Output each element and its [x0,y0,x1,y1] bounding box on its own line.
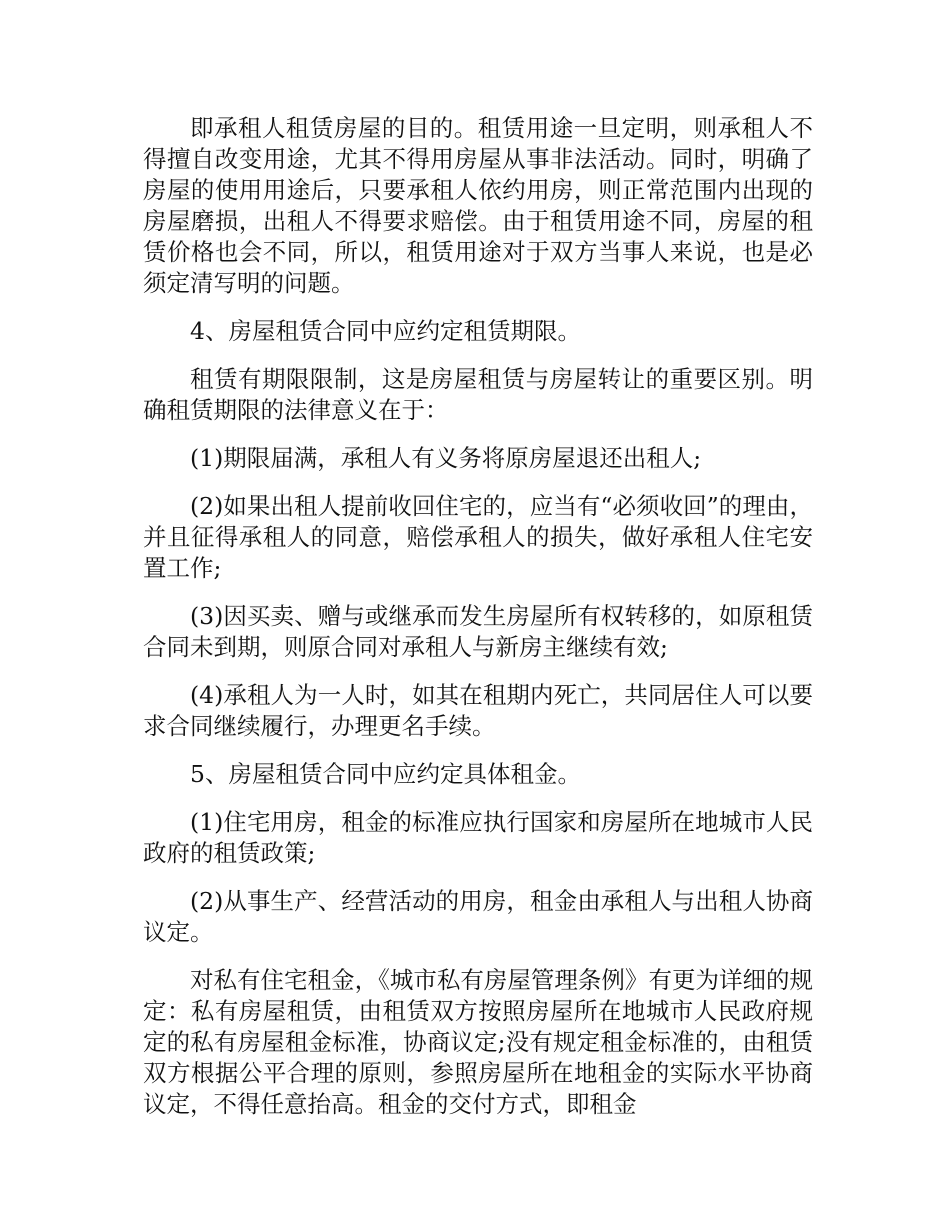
list-item-term-1: (1)期限届满，承租人有义务将原房屋退还出租人; [190,444,702,472]
heading-rental-term: 4、房屋租赁合同中应约定租赁期限。 [190,317,581,345]
heading-rent: 5、房屋租赁合同中应约定具体租金。 [190,760,581,788]
list-item-term-4: (4)承租人为一人时，如其在租期内死亡，共同居住人可以要求合同继续履行，办理更名手续。 [143,681,813,740]
list-item-rent-2: (2)从事生产、经营活动的用房，租金由承租人与出租人协商议定。 [143,887,813,946]
list-item-rent-1: (1)住宅用房，租金的标准应执行国家和房屋所在地城市人民政府的租赁政策; [143,808,813,867]
paragraph-rental-purpose: 即承租人租赁房屋的目的。租赁用途一旦定明，则承租人不得擅自改变用途，尤其不得用房屋从事非法活动。同时，明确了房屋的使用用途后，只要承租人依约用房，则正常范围内出现的房屋磨损，出租人不得要求赔偿。由于租赁用途不同，房屋的租赁价格也会不同，所以，租赁用途对于双方当事人来说，也是必须定清写明的问题。 [143,114,813,297]
list-item-term-3: (3)因买卖、赠与或继承而发生房屋所有权转移的，如原租赁合同未到期，则原合同对承租人与新房主继续有效; [143,602,813,661]
document-page [143,113,813,1137]
paragraph-private-rent: 对私有住宅租金，《城市私有房屋管理条例》有更为详细的规定：私有房屋租赁，由租赁双方按照房屋所在地城市人民政府规定的私有房屋租金标准，协商议定;没有规定租金标准的，由租赁双方根据公平合理的原则，参照房屋所在地租金的实际水平协商议定，不得任意抬高。租金的交付方式，即租金 [143,966,813,1118]
paragraph-term-significance: 租赁有期限限制，这是房屋租赁与房屋转让的重要区别。明确租赁期限的法律意义在于： [143,365,813,424]
list-item-term-2: (2)如果出租人提前收回住宅的，应当有“必须收回”的理由，并且征得承租人的同意，赔偿承租人的损失，做好承租人住宅安置工作; [143,492,813,582]
